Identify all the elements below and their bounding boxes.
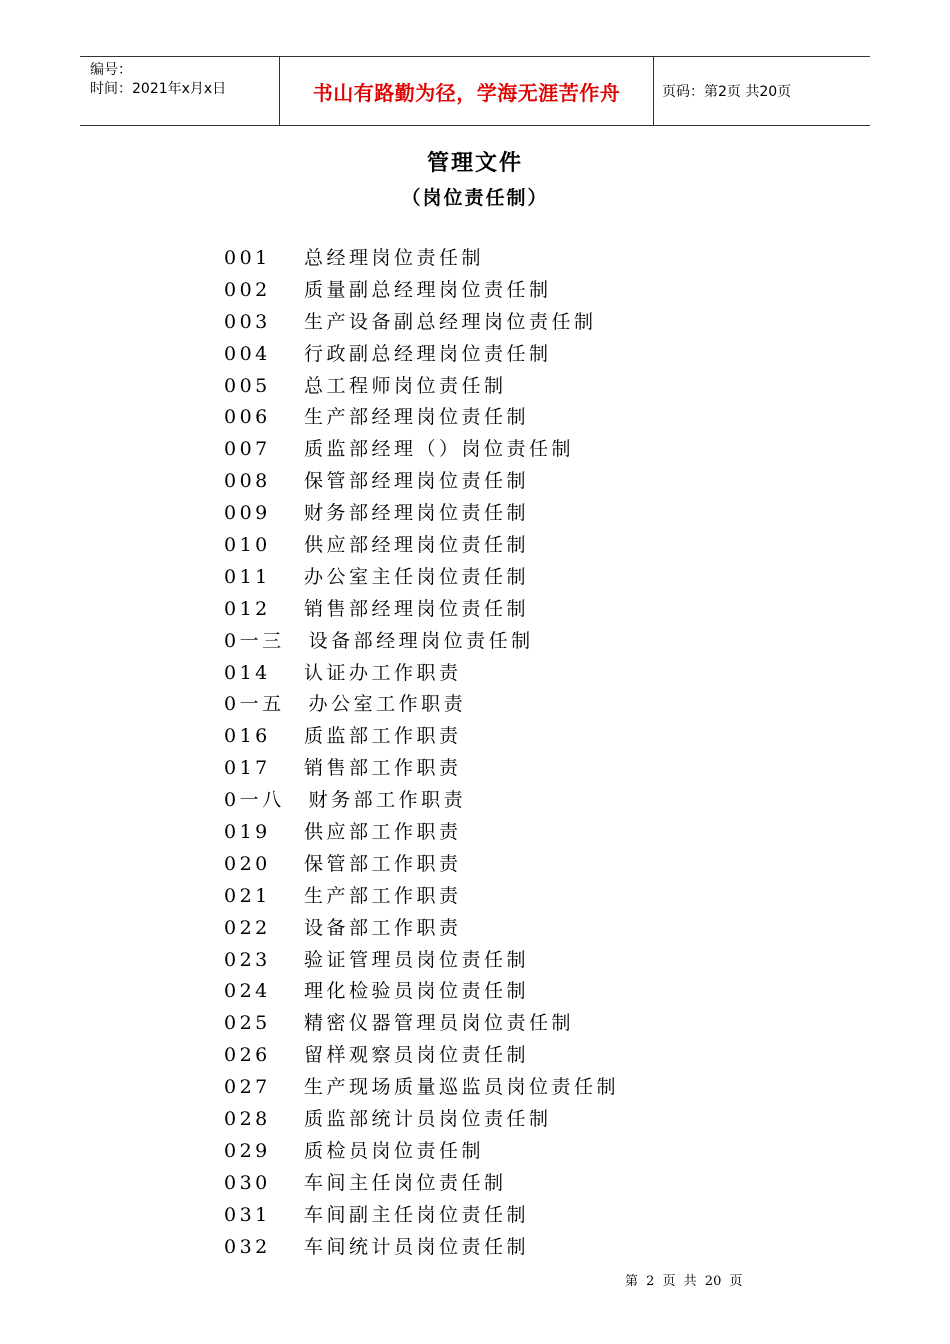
toc-item-text: 质监部经理（）岗位责任制 — [304, 438, 575, 461]
toc-item-number: 019 — [224, 821, 271, 844]
toc-item-text: 供应部工作职责 — [304, 821, 462, 844]
toc-item-text: 车间副主任岗位责任制 — [304, 1203, 530, 1226]
toc-item — [224, 402, 619, 434]
toc-item-text: 总经理岗位责任制 — [304, 247, 485, 269]
toc-item — [224, 466, 619, 498]
toc-item-text: 质检员岗位责任制 — [304, 1139, 485, 1162]
header-meta — [80, 57, 280, 125]
toc-item-number: 027 — [224, 1076, 271, 1099]
toc-item-text: 生产设备副总经理岗位责任制 — [304, 310, 597, 333]
toc-item-text: 生产现场质量巡监员岗位责任制 — [304, 1076, 620, 1099]
toc-item-text: 设备部经理岗位责任制 — [308, 629, 534, 652]
toc-item-number: 026 — [224, 1044, 271, 1067]
toc-item-text: 理化检验员岗位责任制 — [304, 980, 530, 1003]
toc-item — [224, 913, 619, 945]
toc-item-number: 022 — [224, 916, 271, 939]
toc-item — [224, 594, 619, 626]
toc-item-text: 办公室主任岗位责任制 — [304, 565, 530, 588]
toc-item-text: 车间主任岗位责任制 — [304, 1171, 507, 1194]
toc-item-number: 011 — [224, 565, 271, 588]
toc-item-text: 质监部统计员岗位责任制 — [304, 1108, 552, 1131]
toc-item-number: 0一三 — [224, 629, 285, 652]
toc-item-number: 030 — [224, 1171, 271, 1194]
toc-item-number: 0一五 — [224, 693, 285, 716]
toc-item-number: 004 — [224, 342, 271, 365]
date-label: 时间：2021年x月x日 — [90, 81, 227, 97]
toc-item — [224, 498, 619, 530]
page-header — [80, 56, 870, 126]
toc-item-text: 认证办工作职责 — [304, 661, 462, 684]
toc-item-number: 003 — [224, 310, 271, 333]
toc-item-number: 029 — [224, 1139, 271, 1162]
toc-item — [224, 945, 619, 977]
toc-item-text: 精密仪器管理员岗位责任制 — [304, 1012, 575, 1035]
number-label: 编号： — [90, 62, 132, 78]
toc-item-text: 销售部工作职责 — [304, 757, 462, 780]
toc-item — [224, 307, 619, 339]
toc-item — [224, 1040, 619, 1072]
toc-item — [224, 1104, 619, 1136]
toc-item-number: 005 — [224, 374, 271, 397]
toc-item-number: 006 — [224, 406, 271, 429]
toc-item-number: 016 — [224, 725, 271, 748]
toc-item-text: 行政副总经理岗位责任制 — [304, 342, 552, 365]
toc-item-text: 留样观察员岗位责任制 — [304, 1044, 530, 1067]
toc-item-text: 设备部工作职责 — [304, 916, 462, 939]
toc-item-text: 车间统计员岗位责任制 — [304, 1235, 530, 1258]
toc-item-number: 017 — [224, 757, 271, 780]
toc-item — [224, 1200, 619, 1232]
toc-item-text: 保管部经理岗位责任制 — [304, 470, 530, 493]
toc-item-number: 023 — [224, 948, 271, 971]
toc-item — [224, 339, 619, 371]
page-footer: 第 2 页 共 20 页 — [625, 1274, 743, 1289]
toc-item-text: 生产部经理岗位责任制 — [304, 406, 530, 429]
toc-item — [224, 976, 619, 1008]
toc-item-number: 012 — [224, 597, 271, 620]
toc-item-number: 008 — [224, 470, 271, 493]
toc-item-number: 024 — [224, 980, 271, 1003]
toc-item-text: 保管部工作职责 — [304, 852, 462, 875]
toc-item — [224, 753, 619, 785]
toc-item-number: 001 — [224, 247, 271, 269]
header-page-info: 页码：第2页 共20页 — [662, 84, 792, 100]
toc-item-number: 032 — [224, 1235, 271, 1258]
toc-item — [224, 689, 619, 721]
toc-item-number: 025 — [224, 1012, 271, 1035]
document-title: 管理文件 — [426, 151, 523, 176]
toc-item-text: 销售部经理岗位责任制 — [304, 597, 530, 620]
toc-item — [224, 658, 619, 690]
toc-item — [224, 1072, 619, 1104]
toc-item-text: 供应部经理岗位责任制 — [304, 534, 530, 557]
toc-item-number: 009 — [224, 502, 271, 525]
toc-item-number: 020 — [224, 852, 271, 875]
toc-item-number: 014 — [224, 661, 271, 684]
toc-item-text: 财务部经理岗位责任制 — [304, 502, 530, 525]
toc-item-text: 质监部工作职责 — [304, 725, 462, 748]
toc-item — [224, 785, 619, 817]
toc-item-text: 办公室工作职责 — [308, 693, 467, 716]
toc-item-number: 002 — [224, 278, 271, 301]
toc-item-text: 生产部工作职责 — [304, 884, 462, 907]
toc-item-text: 财务部工作职责 — [308, 789, 467, 812]
table-of-contents — [224, 243, 619, 1264]
toc-item — [224, 817, 619, 849]
toc-item-number: 010 — [224, 534, 271, 557]
toc-item — [224, 881, 619, 913]
toc-item — [224, 626, 619, 658]
toc-item — [224, 371, 619, 403]
toc-item-number: 031 — [224, 1203, 271, 1226]
toc-item-number: 028 — [224, 1108, 271, 1131]
toc-item — [224, 849, 619, 881]
toc-item — [224, 562, 619, 594]
toc-item-text: 总工程师岗位责任制 — [304, 374, 507, 397]
toc-item-text: 验证管理员岗位责任制 — [304, 948, 530, 971]
toc-item-number: 007 — [224, 438, 271, 461]
toc-item — [224, 721, 619, 753]
header-motto: 书山有路勤为径，学海无涯苦作舟 — [280, 57, 654, 125]
toc-item-number: 021 — [224, 884, 271, 907]
toc-item — [224, 1136, 619, 1168]
toc-item — [224, 1008, 619, 1040]
document-subtitle: （岗位责任制） — [401, 187, 549, 209]
toc-item-text: 质量副总经理岗位责任制 — [304, 278, 552, 301]
toc-item — [224, 275, 619, 307]
toc-item — [224, 530, 619, 562]
toc-item-number: 0一八 — [224, 789, 285, 812]
toc-item — [224, 1168, 619, 1200]
toc-item — [224, 434, 619, 466]
toc-item — [224, 1232, 619, 1264]
toc-item — [224, 243, 619, 275]
